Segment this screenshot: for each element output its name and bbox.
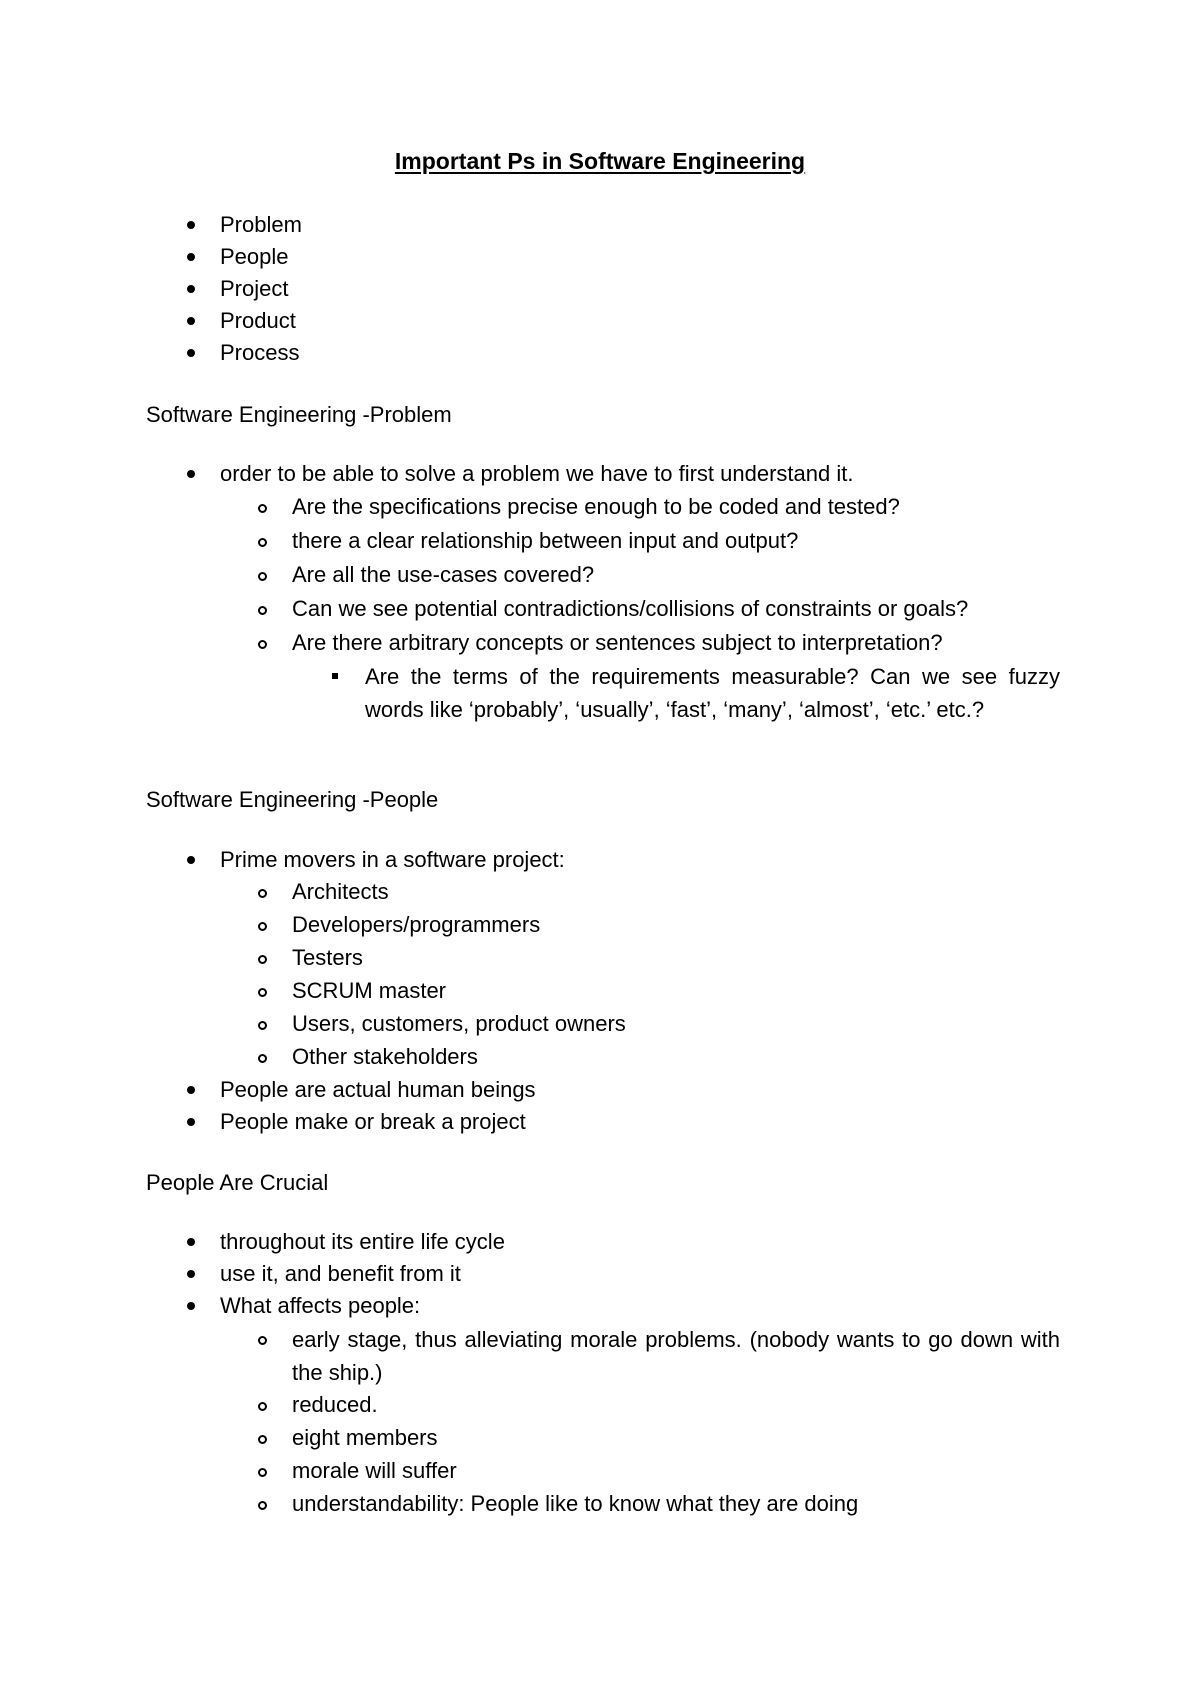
sub-bullet-icon [258,1501,267,1510]
bullet-icon [187,1302,195,1310]
list-item: Other stakeholders [292,1044,478,1069]
sub-bullet-icon [258,1468,267,1477]
sub-bullet-icon [258,1021,267,1030]
bullet-icon [187,349,195,357]
list-item: reduced. [292,1392,378,1417]
sub-bullet-icon [258,955,267,964]
list-item: understandability: People like to know what they are doing [292,1491,859,1516]
sub-bullet-icon [258,1336,267,1345]
bullet-icon [187,1238,195,1246]
bullet-icon [187,470,195,478]
document-title: Important Ps in Software Engineering [394,148,806,174]
sub-bullet-icon [258,1054,267,1063]
list-item: What affects people: [220,1293,421,1318]
sub-bullet-icon [258,1435,267,1444]
list-item: Architects [292,879,389,904]
bullet-icon [187,1086,195,1094]
list-item: eight members [292,1425,438,1450]
sub-bullet-icon [258,538,267,547]
bullet-icon [187,253,195,261]
list-item: use it, and benefit from it [220,1261,461,1286]
sub-bullet-icon [258,922,267,931]
list-item: Users, customers, product owners [292,1011,626,1036]
list-item: Prime movers in a software project: [220,847,565,872]
section-heading-problem: Software Engineering -Problem [146,402,452,427]
sub-bullet-icon [258,640,267,649]
list-item: Problem [220,212,302,237]
sub-bullet-icon [258,988,267,997]
section-heading-crucial: People Are Crucial [146,1170,329,1195]
list-item: Product [220,308,296,333]
list-item: People are actual human beings [220,1077,536,1102]
sub-sub-bullet-icon [332,673,338,679]
list-item: Project [220,276,289,301]
list-item: Can we see potential contradictions/collisions of constraints or goals? [292,596,969,621]
list-item: Are there arbitrary concepts or sentences subject to interpretation? [292,630,943,655]
bullet-icon [187,1118,195,1126]
list-item: Are the terms of the requirements measurable? Can we see fuzzy words like ‘probably’, ‘usually’, ‘fast’, ‘many’, ‘almost’, ‘etc.’ etc.? [365,664,1060,722]
sub-bullet-icon [258,606,267,615]
list-item: Developers/programmers [292,912,541,937]
bullet-icon [187,317,195,325]
list-item: throughout its entire life cycle [220,1229,505,1254]
list-item: order to be able to solve a problem we have to first understand it. [220,461,854,486]
list-item: SCRUM master [292,978,447,1003]
list-item: Testers [292,945,363,970]
list-item: Are the specifications precise enough to be coded and tested? [292,494,900,519]
list-item: there a clear relationship between input and output? [292,528,799,553]
list-item: People [220,244,289,269]
bullet-icon [187,221,195,229]
sub-bullet-icon [258,504,267,513]
list-item: People make or break a project [220,1109,526,1134]
bullet-icon [187,856,195,864]
bullet-icon [187,285,195,293]
bullet-icon [187,1270,195,1278]
section-heading-people: Software Engineering -People [146,787,439,812]
sub-bullet-icon [258,1402,267,1411]
sub-bullet-icon [258,572,267,581]
list-item: morale will suffer [292,1458,457,1483]
list-item: Process [220,340,300,365]
list-item: early stage, thus alleviating morale problems. (nobody wants to go down with the ship.) [292,1327,1060,1385]
list-item: Are all the use-cases covered? [292,562,595,587]
sub-bullet-icon [258,889,267,898]
